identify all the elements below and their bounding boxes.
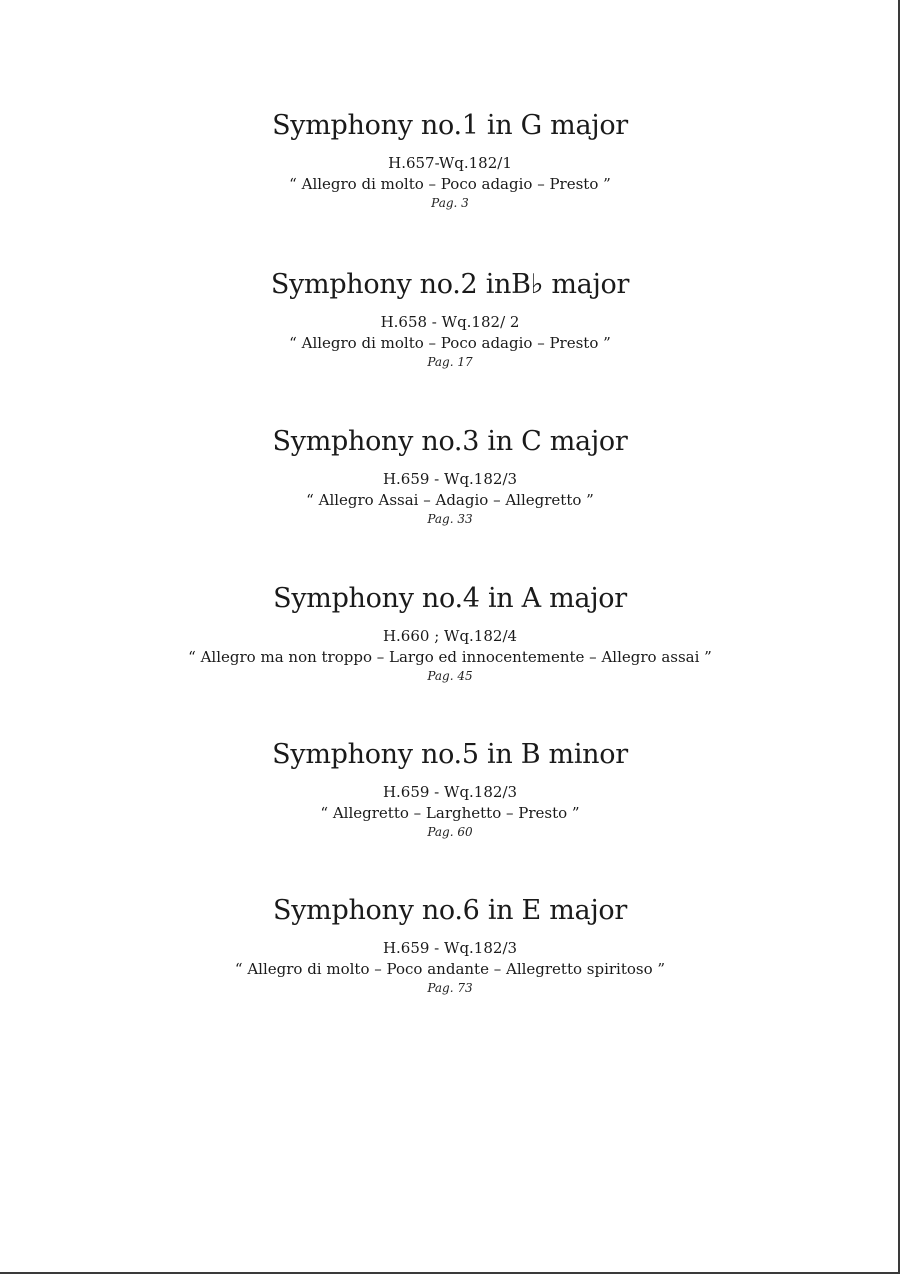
catalog-number: H.659 - Wq.182/3 xyxy=(382,939,518,957)
movement-list: “ Allegro di molto – Poco adagio – Presto ” xyxy=(289,175,611,193)
symphony-title: Symphony no.4 in A major xyxy=(273,583,627,614)
symphony-entry xyxy=(0,426,900,527)
catalog-number: H.659 - Wq.182/3 xyxy=(382,783,518,801)
movement-list: “ Allegro Assai – Adagio – Allegretto ” xyxy=(306,491,594,509)
page-reference: Pag. 73 xyxy=(427,981,473,995)
symphony-title: Symphony no.2 inB♭ major xyxy=(270,269,630,300)
symphony-title: Symphony no.5 in B minor xyxy=(272,739,628,770)
catalog-number: H.659 - Wq.182/3 xyxy=(382,470,518,488)
symphony-entry xyxy=(0,739,900,840)
symphony-entry xyxy=(0,269,900,370)
catalog-number: H.657-Wq.182/1 xyxy=(388,154,512,172)
symphony-entry xyxy=(0,583,900,684)
catalog-number: H.658 - Wq.182/ 2 xyxy=(380,313,520,331)
symphony-entry xyxy=(0,895,900,996)
page-reference: Pag. 60 xyxy=(427,825,473,839)
page-reference: Pag. 17 xyxy=(427,355,473,369)
movement-list: “ Allegro di molto – Poco andante – Allegretto spiritoso ” xyxy=(234,960,666,978)
symphony-title: Symphony no.1 in G major xyxy=(272,110,628,141)
movement-list: “ Allegro di molto – Poco adagio – Presto ” xyxy=(289,334,611,352)
symphony-title: Symphony no.3 in C major xyxy=(272,426,628,457)
page-reference: Pag. 33 xyxy=(427,512,473,526)
catalog-number: H.660 ; Wq.182/4 xyxy=(382,627,518,645)
page-reference: Pag. 3 xyxy=(431,196,469,210)
symphony-entry xyxy=(0,110,900,211)
symphony-title: Symphony no.6 in E major xyxy=(273,895,627,926)
movement-list: “ Allegretto – Larghetto – Presto ” xyxy=(320,804,580,822)
page-reference: Pag. 45 xyxy=(427,669,473,683)
movement-list: “ Allegro ma non troppo – Largo ed innocentemente – Allegro assai ” xyxy=(188,648,712,666)
